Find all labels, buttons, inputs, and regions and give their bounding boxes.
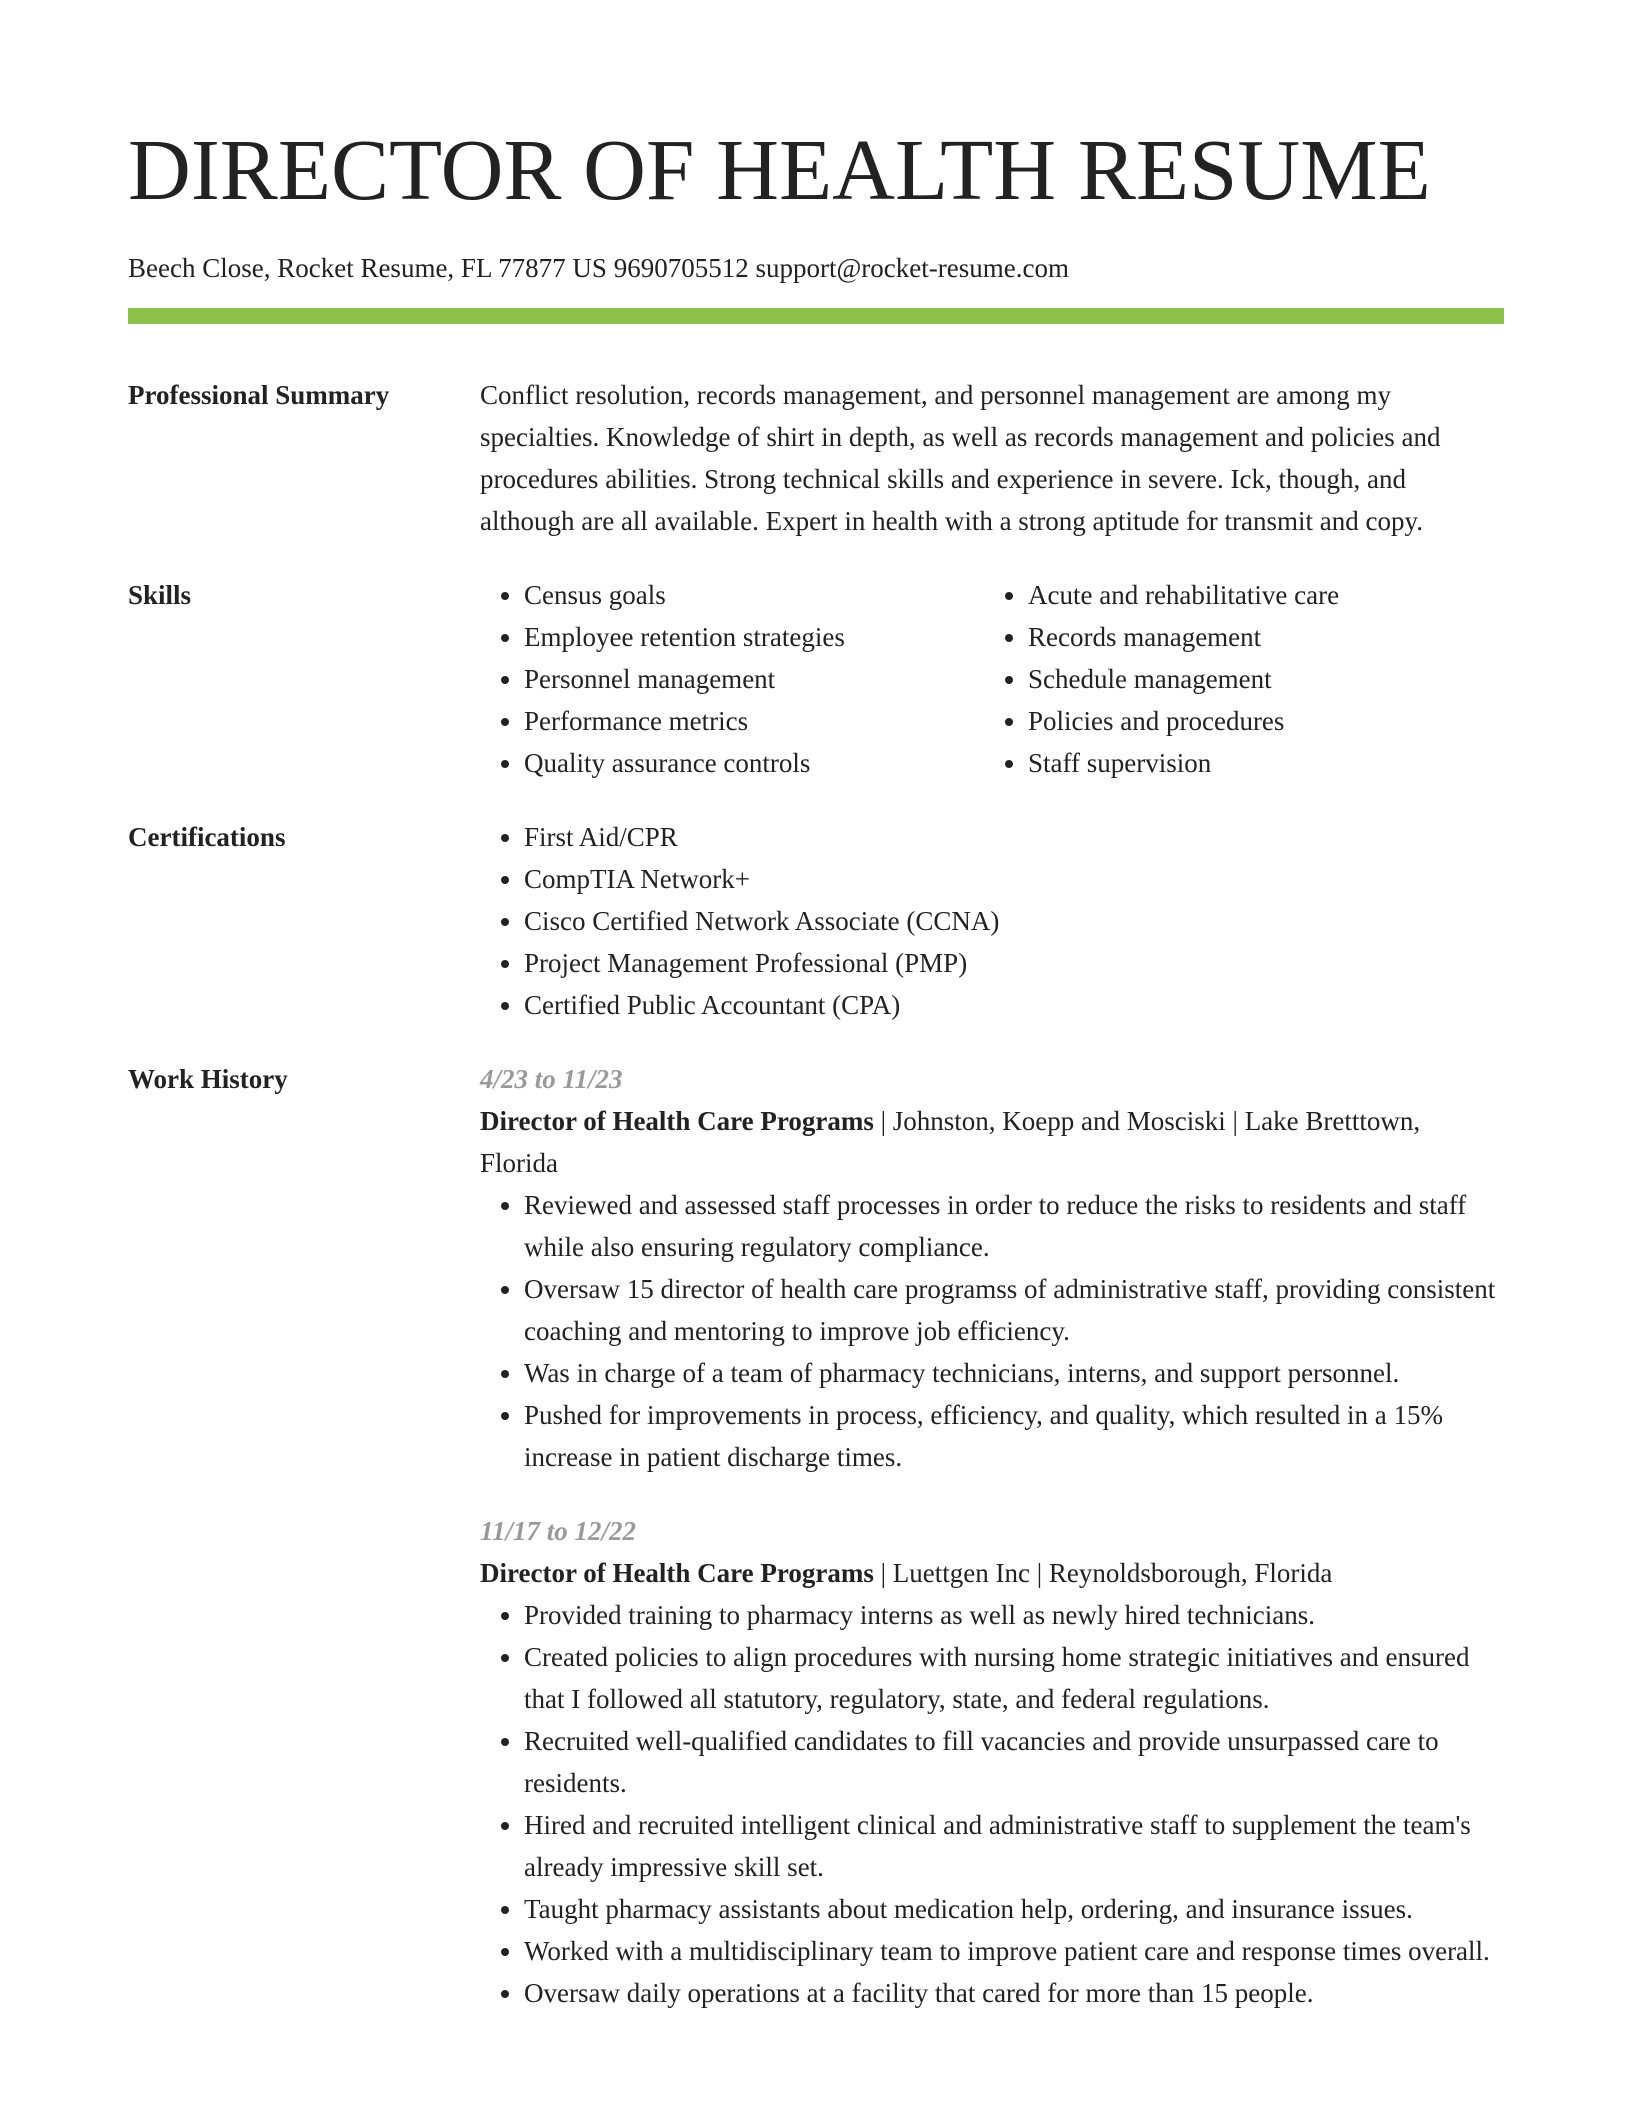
certification-item: • Cisco Certified Network Associate (CCNA) — [524, 900, 1504, 942]
section-label: Professional Summary — [128, 380, 390, 410]
job-bullet: • Pushed for improvements in process, efficiency, and quality, which resulted in a 15% increase in patient discharge times. — [524, 1394, 1504, 1478]
section-label: Skills — [128, 580, 192, 610]
skill-item: • Records management — [1028, 616, 1488, 658]
work-history-body — [480, 1058, 1504, 2014]
job-bullet: • Hired and recruited intelligent clinical and administrative staff to supplement the team's already impressive skill set. — [524, 1804, 1504, 1888]
certifications-list — [480, 816, 1504, 1026]
skill-item: • Policies and procedures — [1028, 700, 1488, 742]
header-divider — [128, 308, 1504, 324]
skill-item: • Employee retention strategies — [524, 616, 984, 658]
job-bullet: • Worked with a multidisciplinary team to improve patient care and response times overall. — [524, 1930, 1504, 1972]
job-employer-location: | Johnston, Koepp and Mosciski | Lake Bretttown, Florida — [480, 1106, 1421, 1178]
skill-item: • Census goals — [524, 574, 984, 616]
skill-item: • Acute and rehabilitative care — [1028, 574, 1488, 616]
job-heading — [480, 1552, 1504, 1594]
skill-item: • Quality assurance controls — [524, 742, 984, 784]
skill-item: • Schedule management — [1028, 658, 1488, 700]
job-title: Director of Health Care Programs — [480, 1106, 874, 1136]
job-employer-location: | Luettgen Inc | Reynoldsborough, Florida — [873, 1558, 1333, 1588]
certifications-section — [128, 816, 1504, 1026]
skill-item: • Personnel management — [524, 658, 984, 700]
job-bullet: • Provided training to pharmacy interns as well as newly hired technicians. — [524, 1594, 1504, 1636]
job-heading — [480, 1100, 1504, 1184]
job-entry — [480, 1058, 1504, 1478]
certification-item: • CompTIA Network+ — [524, 858, 1504, 900]
skill-item: • Performance metrics — [524, 700, 984, 742]
job-bullet: • Taught pharmacy assistants about medication help, ordering, and insurance issues. — [524, 1888, 1504, 1930]
certification-item: • First Aid/CPR — [524, 816, 1504, 858]
job-bullet: • Recruited well-qualified candidates to fill vacancies and provide unsurpassed care to residents. — [524, 1720, 1504, 1804]
job-bullets — [480, 1184, 1504, 1478]
job-title: Director of Health Care Programs — [480, 1558, 874, 1588]
resume-title: DIRECTOR OF HEALTH RESUME — [128, 121, 1431, 218]
certifications-body — [480, 816, 1504, 1026]
section-label: Certifications — [128, 822, 286, 852]
skills-column-left — [480, 574, 984, 784]
job-bullet: • Was in charge of a team of pharmacy technicians, interns, and support personnel. — [524, 1352, 1504, 1394]
professional-summary-section — [128, 374, 1504, 542]
section-label: Work History — [128, 1064, 288, 1094]
skills-list-right — [984, 574, 1488, 784]
skills-column-right — [984, 574, 1488, 784]
certification-item: • Project Management Professional (PMP) — [524, 942, 1504, 984]
certification-item: • Certified Public Accountant (CPA) — [524, 984, 1504, 1026]
job-bullet: • Oversaw 15 director of health care programss of administrative staff, providing consistent coaching and mentoring to improve job efficiency. — [524, 1268, 1504, 1352]
job-bullet: • Reviewed and assessed staff processes in order to reduce the risks to residents and staff while also ensuring regulatory compliance. — [524, 1184, 1504, 1268]
skills-section — [128, 574, 1504, 784]
job-bullet: • Oversaw daily operations at a facility that cared for more than 15 people. — [524, 1972, 1504, 2014]
work-history-section — [128, 1058, 1504, 2014]
skills-grid — [480, 574, 1504, 784]
job-dates: 11/17 to 12/22 — [480, 1516, 637, 1546]
skill-item: • Staff supervision — [1028, 742, 1488, 784]
job-bullet: • Created policies to align procedures with nursing home strategic initiatives and ensured that I followed all statutory, regulatory, state, and federal regulations. — [524, 1636, 1504, 1720]
skills-list-left — [480, 574, 984, 784]
job-entry — [480, 1510, 1504, 2014]
job-dates: 4/23 to 11/23 — [480, 1064, 623, 1094]
contact-info: Beech Close, Rocket Resume, FL 77877 US 9690705512 support@rocket-resume.com — [128, 253, 1069, 283]
job-bullets — [480, 1594, 1504, 2014]
summary-text: Conflict resolution, records management, and personnel management are among my specialties. Knowledge of shirt in depth, as well as records management and policies and procedures abilities. Strong technical skills and experience in severe. Ick, though, and although are all available. Expert in health with a strong aptitude for transmit and copy. — [480, 380, 1441, 536]
